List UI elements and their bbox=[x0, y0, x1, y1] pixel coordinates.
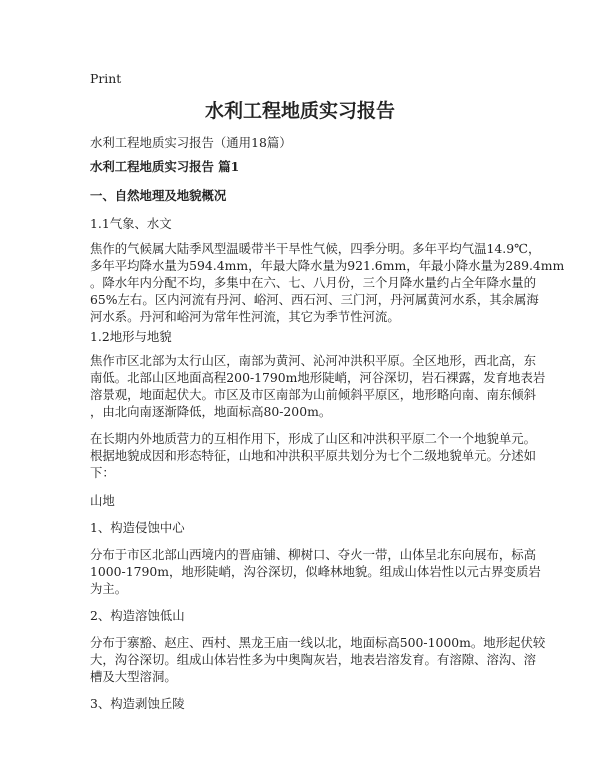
paragraph-line: 在长期内外地质营力的互相作用下，形成了山区和冲洪积平原二个一个地貌单元。 bbox=[90, 431, 537, 446]
paragraph-line: 大，沟谷深切。组成山体岩性多为中奥陶灰岩，地表岩溶发育。有溶隙、溶沟、溶 bbox=[90, 652, 537, 667]
paragraph-line: 65%左右。区内河流有丹河、峪河、西石河、三门河，丹河属黄河水系，其余属海 bbox=[90, 292, 539, 307]
paragraph-line: 焦作市区北部为太行山区，南部为黄河、沁河冲洪积平原。全区地形，西北高，东 bbox=[90, 353, 537, 368]
paragraph-line: ，由北向南逐渐降低，地面标高80-200m。 bbox=[90, 404, 332, 419]
subheading: 1.1气象、水文 bbox=[90, 216, 172, 231]
paragraph-line: 溶景观，地面起伏大。市区及市区南部为山前倾斜平原区，地形略向南、南东倾斜 bbox=[90, 387, 537, 402]
paragraph-line: 1000-1790m，地形陡峭，沟谷深切，似峰林地貌。组成山体岩性以元古界变质岩 bbox=[90, 564, 541, 579]
paragraph-line: 。降水年内分配不均，多集中在六、七、八月份，三个月降水量约占全年降水量的 bbox=[90, 275, 537, 290]
section-heading: 水利工程地质实习报告 篇1 bbox=[90, 159, 240, 174]
document-title: 水利工程地质实习报告 bbox=[204, 100, 395, 122]
subtitle: 水利工程地质实习报告（通用18篇） bbox=[90, 135, 292, 150]
subheading: 1、构造侵蚀中心 bbox=[90, 520, 185, 535]
subheading: 3、构造剥蚀丘陵 bbox=[90, 696, 185, 711]
paragraph-line: 焦作的气候属大陆季风型温暖带半干旱性气候，四季分明。多年平均气温14.9℃， bbox=[90, 241, 541, 256]
paragraph-line: 根据地貌成因和形态特征，山地和冲洪积平原共划分为七个二级地貌单元。分述如 bbox=[90, 448, 537, 463]
subheading: 2、构造溶蚀低山 bbox=[90, 608, 185, 623]
paragraph-line: 多年平均降水量为594.4mm，年最大降水量为921.6mm，年最小降水量为289.4mm bbox=[90, 258, 565, 273]
print-link[interactable]: Print bbox=[90, 71, 122, 86]
paragraph-line: 河水系。丹河和峪河为常年性河流，其它为季节性河流。 bbox=[90, 309, 400, 324]
paragraph-line: 分布于市区北部山西境内的晋庙铺、柳树口、夺火一带，山体呈北东向展布，标高 bbox=[90, 547, 537, 562]
subheading: 山地 bbox=[90, 493, 115, 508]
paragraph-line: 为主。 bbox=[90, 581, 128, 596]
paragraph-line: 槽及大型溶洞。 bbox=[90, 669, 177, 684]
chapter-heading: 一、自然地理及地貌概况 bbox=[90, 188, 227, 203]
paragraph-line: 下： bbox=[90, 465, 115, 480]
paragraph-line: 分布于寨豁、赵庄、西村、黑龙王庙一线以北，地面标高500-1000m。地形起伏较 bbox=[90, 635, 546, 650]
subheading: 1.2地形与地貌 bbox=[90, 329, 172, 344]
paragraph-line: 南低。北部山区地面高程200-1790m地形陡峭，河谷深切，岩石裸露，发育地表岩 bbox=[90, 370, 546, 385]
